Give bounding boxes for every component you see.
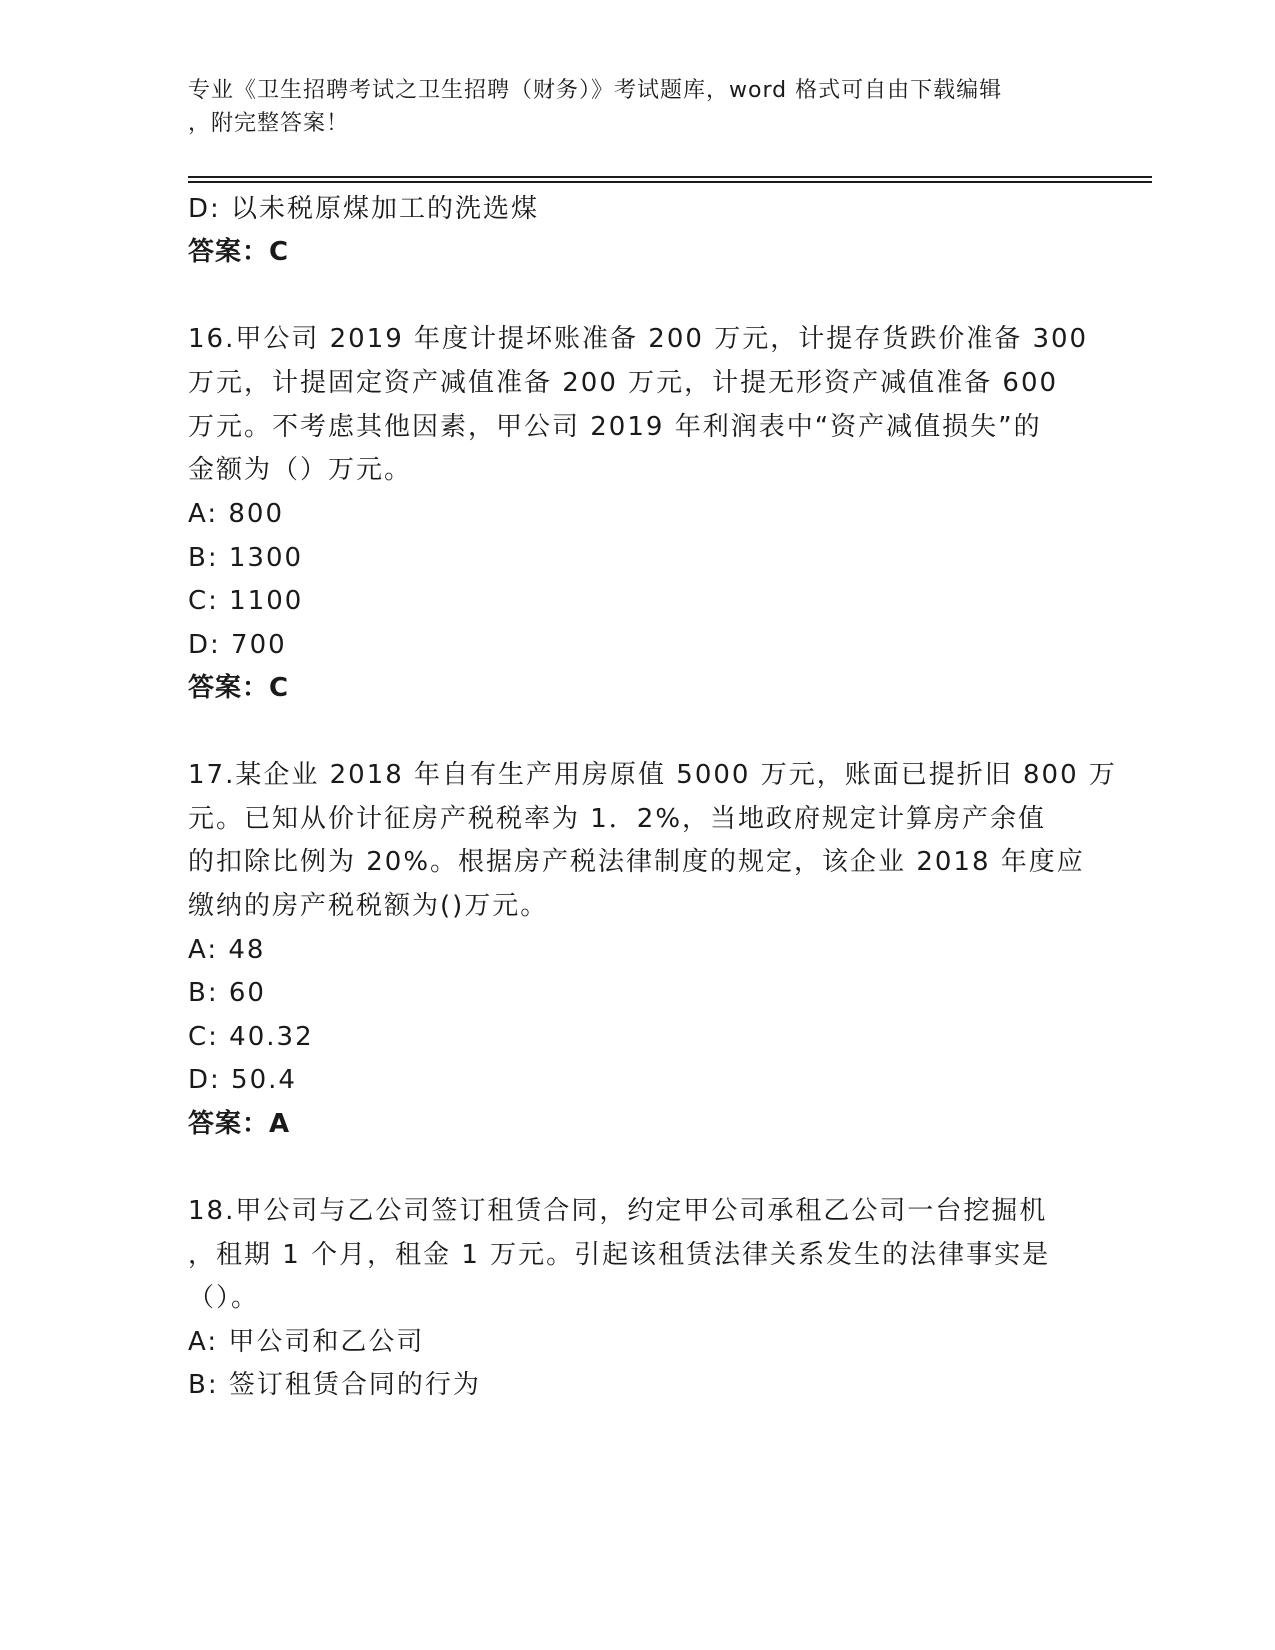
q17-text-line-3: 的扣除比例为 20%。根据房产税法律制度的规定，该企业 2018 年度应 — [188, 847, 1085, 877]
q17-option-c: C: 40.32 — [188, 1022, 314, 1052]
q16-text-line-1: 16.甲公司 2019 年度计提坏账准备 200 万元，计提存货跌价准备 300 — [188, 324, 1089, 354]
header-divider-bottom — [188, 181, 1152, 183]
q17-text-line-4: 缴纳的房产税税额为()万元。 — [188, 891, 549, 921]
q15-option-d: D: 以未税原煤加工的洗选煤 — [188, 194, 540, 224]
q18-text-line-3: （）。 — [188, 1283, 260, 1313]
q17-text-line-1: 17.某企业 2018 年自有生产用房原值 5000 万元，账面已提折旧 800 万 — [188, 760, 1117, 790]
document-header — [188, 74, 1068, 140]
q17-option-d: D: 50.4 — [188, 1065, 297, 1095]
q17-option-b: B: 60 — [188, 978, 266, 1008]
q18-text-line-1: 18.甲公司与乙公司签订租赁合同，约定甲公司承租乙公司一台挖掘机 — [188, 1196, 1048, 1226]
q18-option-b: B: 签订租赁合同的行为 — [188, 1370, 481, 1400]
header-line-2: ，附完整答案！ — [188, 111, 350, 136]
q15-answer: 答案：C — [188, 237, 290, 267]
header-line-1: 专业《卫生招聘考试之卫生招聘（财务）》考试题库，word 格式可自由下载编辑 — [188, 78, 1003, 103]
header-divider-top — [188, 176, 1152, 178]
q17-option-a: A: 48 — [188, 935, 266, 965]
q16-text-line-4: 金额为（）万元。 — [188, 455, 413, 485]
q16-option-a: A: 800 — [188, 499, 284, 529]
q16-answer: 答案：C — [188, 673, 290, 703]
q16-text-line-3: 万元。不考虑其他因素，甲公司 2019 年利润表中“资产减值损失”的 — [188, 412, 1042, 442]
q17-answer: 答案：A — [188, 1109, 291, 1139]
q18-text-line-2: ，租期 1 个月，租金 1 万元。引起该租赁法律关系发生的法律事实是 — [188, 1240, 1051, 1270]
q16-option-c: C: 1100 — [188, 586, 304, 616]
q16-option-d: D: 700 — [188, 630, 287, 660]
q17-text-line-2: 元。已知从价计征房产税税率为 1．2%，当地政府规定计算房产余值 — [188, 804, 1047, 834]
q16-option-b: B: 1300 — [188, 543, 304, 573]
q16-text-line-2: 万元，计提固定资产减值准备 200 万元，计提无形资产减值准备 600 — [188, 368, 1059, 398]
q18-option-a: A: 甲公司和乙公司 — [188, 1327, 425, 1357]
